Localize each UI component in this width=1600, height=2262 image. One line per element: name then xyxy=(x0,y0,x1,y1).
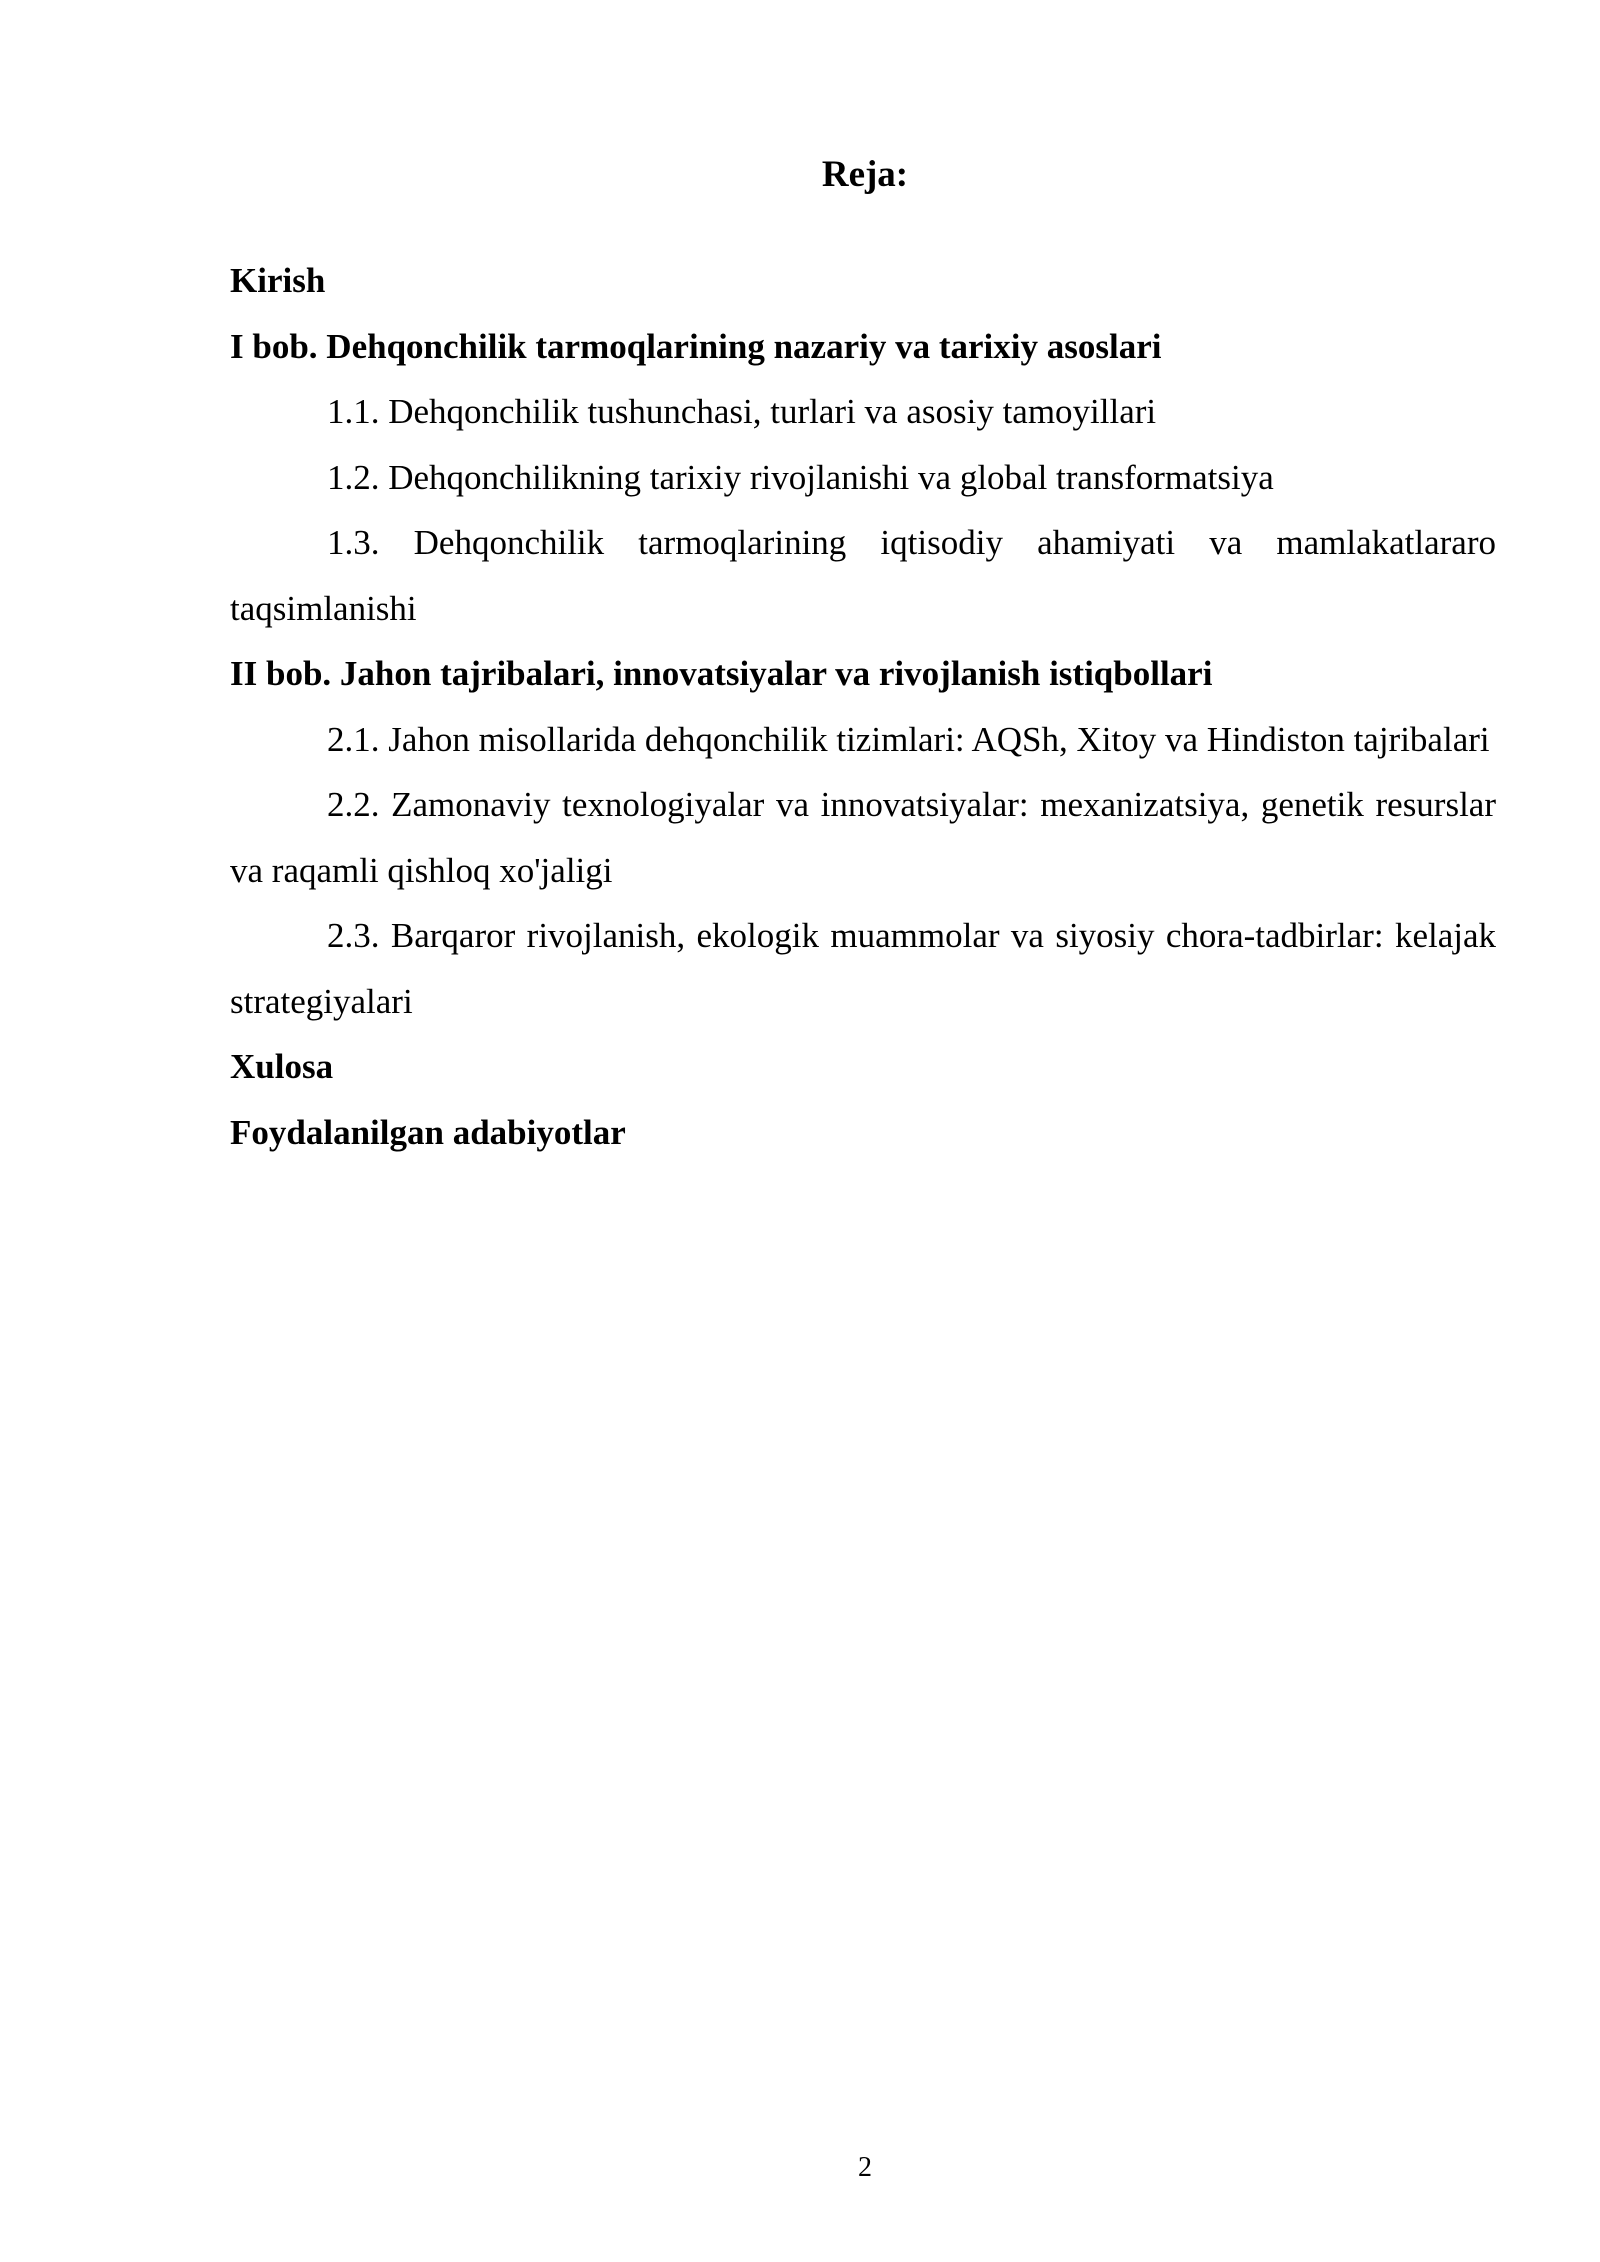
toc-chapter-1: I bob. Dehqonchilik tarmoqlarining nazariy va tarixiy asoslari xyxy=(230,326,1162,366)
page-number: 2 xyxy=(858,2152,872,2183)
toc-section-2-2: 2.2. Zamonaviy texnologiyalar va innovatsiyalar: mexanizatsiya, genetik resurslar va raqamli qishloq xo'jaligi xyxy=(230,785,1496,890)
toc-section-2-3: 2.3. Barqaror rivojlanish, ekologik muammolar va siyosiy chora-tadbirlar: kelajak strategiyalari xyxy=(230,916,1496,1021)
toc-references: Foydalanilgan adabiyotlar xyxy=(230,1112,626,1152)
page-title: Reja: xyxy=(821,154,909,195)
toc-intro: Kirish xyxy=(230,261,326,300)
table-of-contents xyxy=(230,248,1496,1165)
toc-conclusion: Xulosa xyxy=(230,1047,334,1086)
toc-chapter-2: II bob. Jahon tajribalari, innovatsiyalar va rivojlanish istiqbollari xyxy=(230,654,1213,693)
toc-section-2-1: 2.1. Jahon misollarida dehqonchilik tizimlari: AQSh, Xitoy va Hindiston tajribalari xyxy=(327,719,1490,759)
toc-section-1-2: 1.2. Dehqonchilikning tarixiy rivojlanishi va global transformatsiya xyxy=(327,457,1274,497)
toc-section-1-1: 1.1. Dehqonchilik tushunchasi, turlari va asosiy tamoyillari xyxy=(327,392,1157,431)
toc-section-1-3: 1.3. Dehqonchilik tarmoqlarining iqtisodiy ahamiyati va mamlakatlararo taqsimlanishi xyxy=(230,523,1496,628)
